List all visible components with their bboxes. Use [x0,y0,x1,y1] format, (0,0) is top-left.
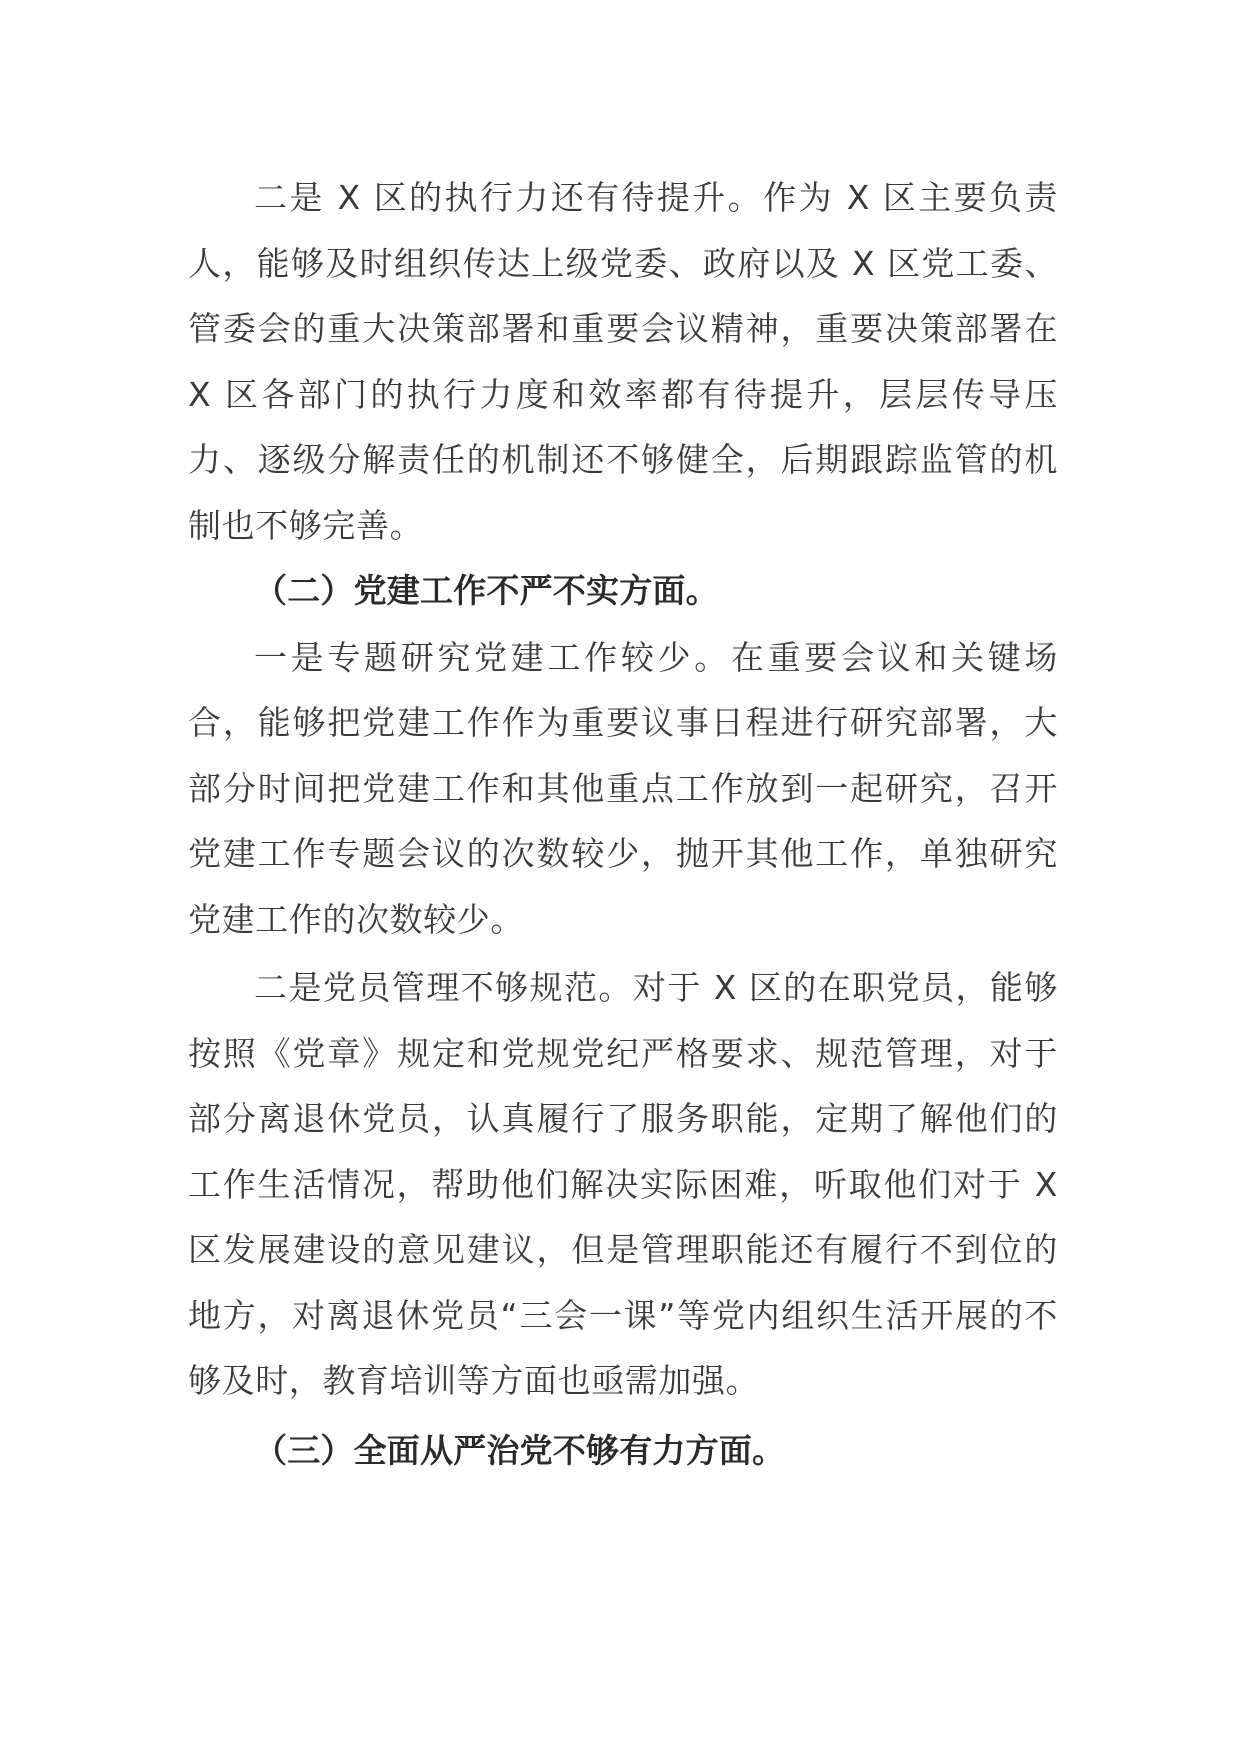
document-body [188,165,1058,1483]
paragraph-party-member-management: 二是党员管理不够规范。对于 X 区的在职党员，能够按照《党章》规定和党规党纪严格要求、规范管理，对于部分离退休党员，认真履行了服务职能，定期了解他们的工作生活情况，帮助他们解决实际困难，听取他们对于 X 区发展建设的意见建议，但是管理职能还有履行不到位的地方，对离退休党员“三会一课”等党内组织生活开展的不够及时，教育培训等方面也亟需加强。 [188,968,1058,1400]
paragraph-execution-capacity: 二是 X 区的执行力还有待提升。作为 X 区主要负责人，能够及时组织传达上级党委、政府以及 X 区党工委、管委会的重大决策部署和重要会议精神，重要决策部署在 X 区各部门的执行力度和效率都有待提升，层层传导压力、逐级分解责任的机制还不够健全，后期跟踪监管的机制也不够完善。 [188,178,1058,545]
section-heading-party-building: （二）党建工作不严不实方面。 [254,571,719,610]
section-heading-strict-governance: （三）全面从严治党不够有力方面。 [254,1430,786,1470]
paragraph-party-building-research: 一是专题研究党建工作较少。在重要会议和关键场合，能够把党建工作作为重要议事日程进行研究部署，大部分时间把党建工作和其他重点工作放到一起研究，召开党建工作专题会议的次数较少，抛开其他工作，单独研究党建工作的次数较少。 [188,637,1058,939]
